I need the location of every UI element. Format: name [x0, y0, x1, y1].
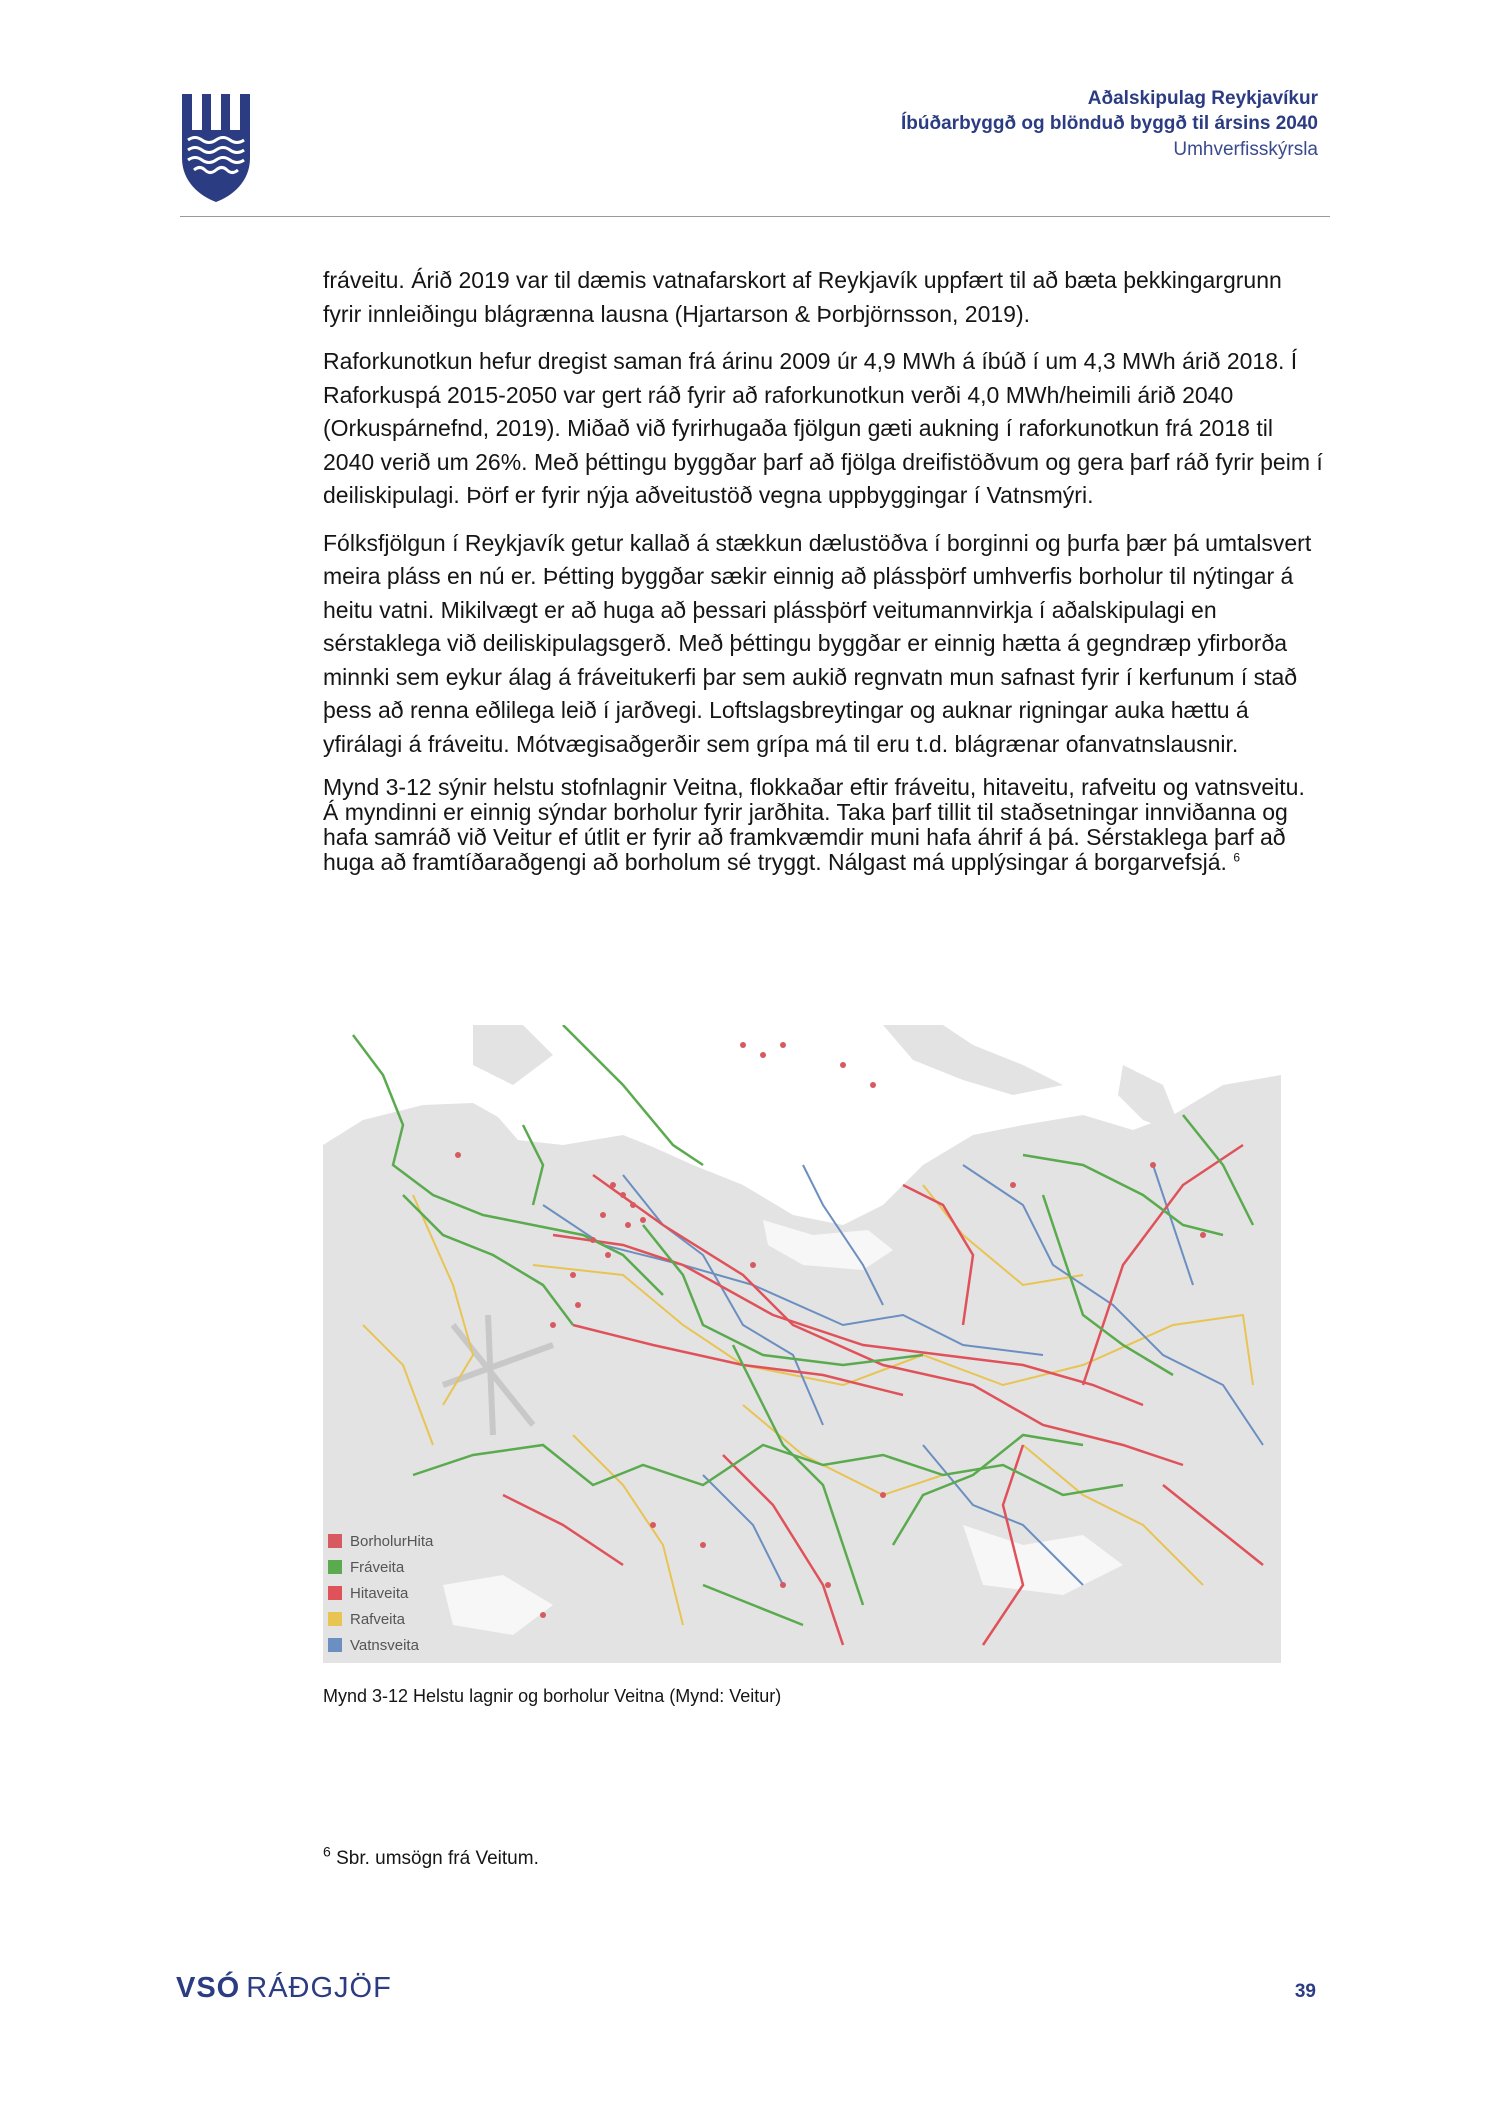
- paragraph: Raforkunotkun hefur dregist saman frá árinu 2009 úr 4,9 MWh á íbúð í um 4,3 MWh árið 2018. Í Raforkuspá 2015-2050 var gert ráð fyrir að raforkunotkun verði 4,0 MWh/heimili árið 2040 (Orkuspárnefnd, 2019). Miðað við fyrirhugaða fjölgun gæti aukning í raforkunotkun frá 2018 til 2040 verið um 26%. Með þéttingu byggðar þarf að fjölga dreifistöðvum og gera þarf ráð fyrir þeim í deiliskipulagi. Þörf er fyrir nýja aðveitustöð vegna uppbyggingar í Vatnsmýri.: [323, 348, 1323, 508]
- body-text: [323, 264, 1323, 889]
- legend-swatch: [328, 1638, 342, 1652]
- utility-network-map: [323, 1025, 1281, 1663]
- footnote-text: Sbr. umsögn frá Veitum.: [336, 1848, 539, 1869]
- figure-caption: Mynd 3-12 Helstu lagnir og borholur Veitna (Mynd: Veitur): [323, 1686, 782, 1706]
- reykjavik-crest-logo: [180, 92, 252, 204]
- vso-radgjof-logo: [176, 1972, 392, 2005]
- legend-item: [328, 1554, 433, 1580]
- legend-label: Rafveita: [350, 1610, 406, 1628]
- legend-swatch: [328, 1586, 342, 1600]
- legend-label: Vatnsveita: [350, 1636, 419, 1654]
- footnote: [323, 1843, 539, 1870]
- logo-bold-text: VSÓ: [176, 1972, 241, 2004]
- legend-swatch: [328, 1612, 342, 1626]
- paragraph: Fólksfjölgun í Reykjavík getur kallað á stækkun dælustöðva í borginni og þurfa þær þá umtalsvert meira pláss en nú er. Þétting byggðar sækir einnig að plássþörf umhverfis borholur til nýtingar á heitu vatni. Mikilvægt er að huga að þessari plássþörf veitumannvirkja í aðalskipulagi en sérstaklega við deiliskipulagsgerð. Með þéttingu byggðar er einnig hætta á gegndræp yfirborða minnki sem eykur álag á fráveitukerfi þar sem aukið regnvatn mun safnast fyrir í kerfunum í stað þess að renna eðlilega leið í jarðvegi. Loftslagsbreytingar og auknar rigningar auka hættu á yfirálagi á fráveitu. Mótvægisaðgerðir sem grípa má til eru t.d. blágrænar ofanvatnslausnir.: [323, 529, 1312, 757]
- header-report-type: Umhverfisskýrsla: [1173, 139, 1318, 160]
- header-divider: [180, 216, 1330, 217]
- legend-item: [328, 1580, 433, 1606]
- legend-label: BorholurHita: [350, 1532, 434, 1550]
- page-number: 39: [1294, 1981, 1316, 2002]
- legend-item: [328, 1632, 433, 1658]
- paragraph-text: Mynd 3-12 sýnir helstu stofnlagnir Veitna, flokkaðar eftir fráveitu, hitaveitu, rafveitu og vatnsveitu. Á myndinni er einnig sýndar borholur fyrir jarðhita. Taka þarf tillit til staðsetningar innviðanna og hafa samráð við Veitur ef útlit er fyrir að framkvæmdir muni hafa áhrif á þá. Sérstaklega þarf að huga að framtíðaraðgengi að borholum sé tryggt. Nálgast má upplýsingar á borgarvefsjá.: [323, 774, 1305, 875]
- legend-label: Hitaveita: [350, 1584, 409, 1602]
- map-legend: [328, 1528, 433, 1658]
- footnote-number: 6: [323, 1843, 331, 1860]
- logo-light-text: RÁÐGJÖF: [246, 1972, 392, 2004]
- legend-item: [328, 1606, 433, 1632]
- paragraph: fráveitu. Árið 2019 var til dæmis vatnafarskort af Reykjavík uppfært til að bæta þekkingargrunn fyrir innleiðingu blágrænna lausna (Hjartarson & Þorbjörnsson, 2019).: [323, 267, 1282, 327]
- legend-label: Fráveita: [350, 1558, 405, 1576]
- legend-swatch: [328, 1534, 342, 1548]
- footnote-reference[interactable]: 6: [1233, 850, 1240, 865]
- header-subtitle: Íbúðarbyggð og blönduð byggð til ársins 2040: [901, 113, 1318, 134]
- document-header: [901, 86, 1318, 163]
- legend-swatch: [328, 1560, 342, 1574]
- paragraph: [323, 775, 1323, 875]
- legend-item: [328, 1528, 433, 1554]
- header-title: Aðalskipulag Reykjavíkur: [1087, 88, 1318, 109]
